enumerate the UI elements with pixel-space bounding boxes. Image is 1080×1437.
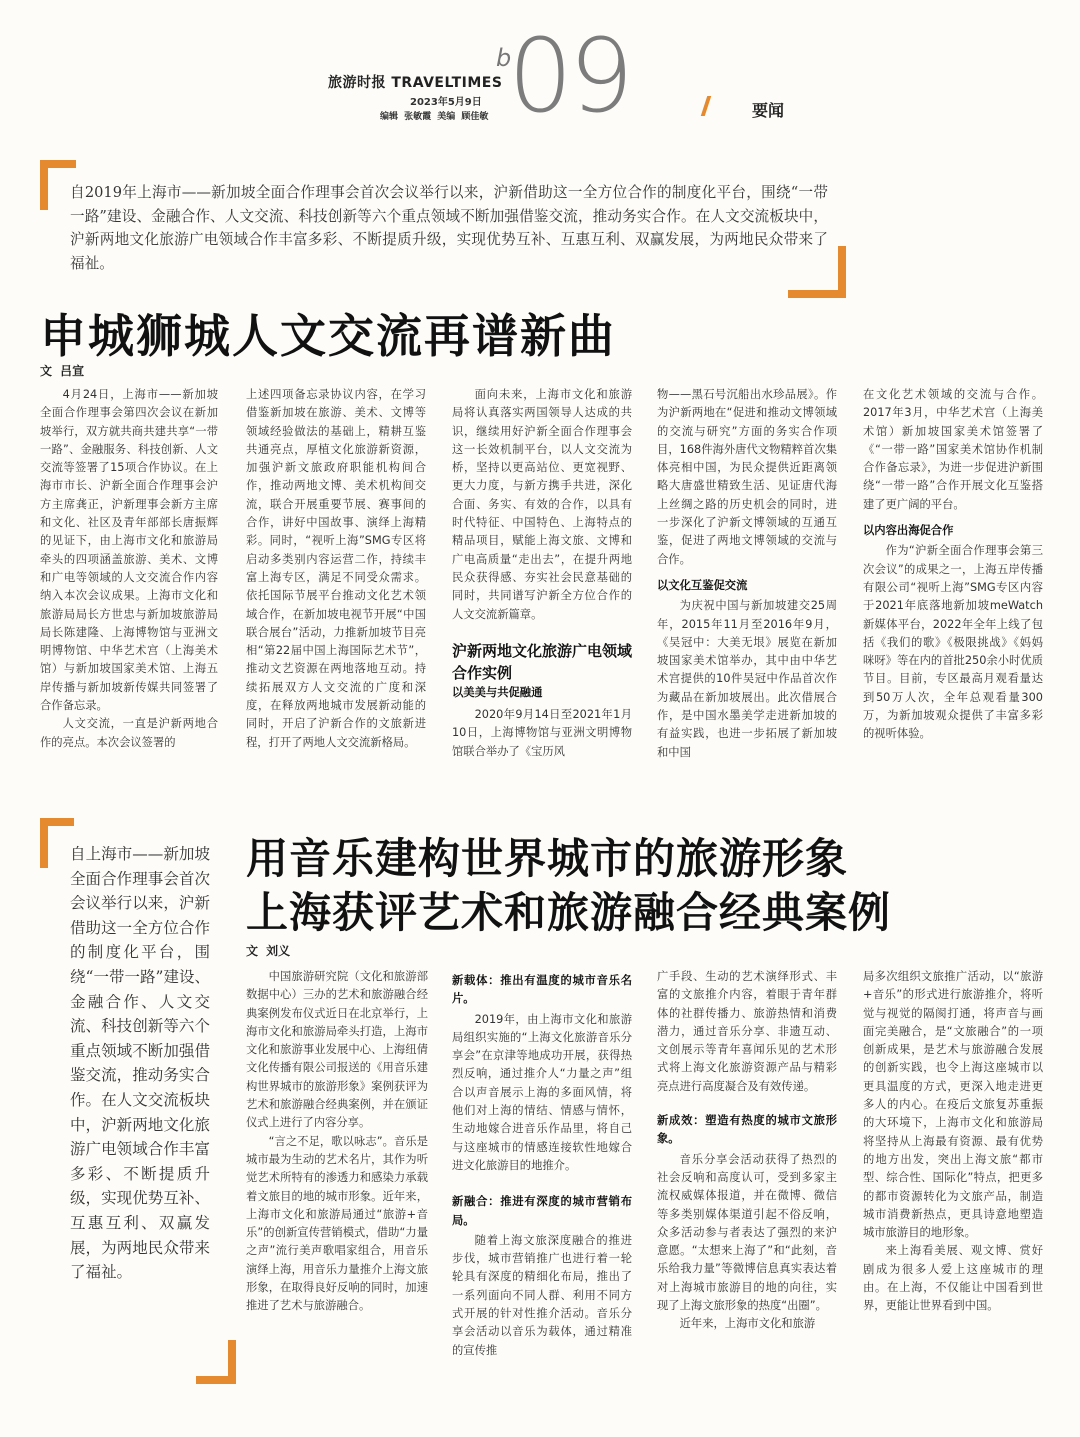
intro-paragraph: 自2019年上海市——新加坡全面合作理事会首次会议举行以来，沪新借助这一全方位合作的制度化平台，围绕“一带一路”建设、金融合作、人文交流、科技创新等六个重点领域不断加强借鉴交流，推动务实合作。在人文交流板块中，沪新两地文化旅游广电领域合作丰富多彩、不断提质升级，实现优势互补、互惠互利、双赢发展，为两地民众带来了福祉。: [70, 184, 828, 272]
article2-subsection-title: 新载体：推出有温度的城市音乐名片。: [452, 974, 632, 1006]
paragraph: 随着上海文旅深度融合的推进步伐，城市营销推广也进行着一轮轮具有深度的精细化布局，推出了一系列面向不同人群、利用不同方式开展的针对性推介活动。音乐分享会活动以音乐为载体，通过精准的宣传推: [452, 1233, 632, 1357]
paragraph: 局多次组织文旅推广活动，以“旅游+音乐”的形式进行旅游推介，将听觉与视觉的隔阂打通，将声音与画面完美融合，是“文旅融合”的一项创新成果，是艺术与旅游融合发展的创新实践，也令上海这座城市以更具温度的方式，更深入地走进更多人的内心。在疫后文旅复苏重振的大环境下，上海市文化和旅游局将坚持从上海最有资源、最有优势的地方出发，突出上海文旅“都市型、综合性、国际化”特点，把更多的都市资源转化为文旅产品，制造城市消费新热点，更具诗意地塑造城市旅游目的地形象。: [863, 970, 1043, 1240]
paragraph: 来上海看美展、观文博、赏好剧成为很多人爱上这座城市的理由。在上海，不仅能让中国看到世界，更能让世界看到中国。: [863, 1244, 1043, 1313]
article2-byline: 文 刘义: [246, 944, 291, 958]
paragraph: 2019年，由上海市文化和旅游局组织实施的“上海文化旅游音乐分享会”在京津等地成功开展，获得热烈反响，通过推介人“力量之声”组合以声音展示上海的多面风情，将他们对上海的情结、情感与情怀，生动地嫁合进音乐作品里，将自己与这座城市的情感连接软性地嫁合进文化旅游目的地推介。: [452, 1012, 632, 1172]
article1-headline: 申城狮城人文交流再谱新曲: [40, 309, 616, 363]
paragraph: 近年来，上海市文化和旅游: [679, 1317, 816, 1331]
paragraph: 广手段、生动的艺术演绎形式、丰富的文旅推介内容，着眼于青年群体的社群传播力、旅游热情和消费潜力，通过音乐分享、非遗互动、文创展示等青年喜闻乐见的艺术形式将上海文化旅游资源产品与精彩亮点进行高度凝合及有效传递。: [657, 970, 837, 1093]
paragraph: 为庆祝中国与新加坡建交25周年，2015年11月至2016年9月，《吴冠中：大美无垠》展览在新加坡国家美术馆举办，其中由中华艺术宫提供的10件吴冠中作品首次作为藏品在新加坡展出。此次借展合作，是中国水墨美学走进新加坡的有益实践，也进一步拓展了新加坡和中国: [657, 599, 837, 759]
paragraph: 中国旅游研究院（文化和旅游部数据中心）三办的艺术和旅游融合经典案例发布仪式近日在北京举行，上海市文化和旅游局牵头打造，上海市文化和旅游事业发展中心、上海纽倩文化传播有限公司报送的《用音乐建构世界城市的旅游形象》案例获评为艺术和旅游融合经典案例，并在颁证仪式上进行了内容分享。: [246, 970, 428, 1130]
page-number: 09: [508, 17, 630, 136]
paragraph: 人文交流，一直是沪新两地合作的亮点。本次会议签署的: [40, 717, 218, 749]
article2-column-4: [863, 968, 1043, 1392]
article2-sidebar-callout: 自上海市——新加坡全面合作理事会首次会议举行以来，沪新借助这一全方位合作的制度化平台，围绕“一带一路”建设、金融合作、人文交流、科技创新等六个重点领域不断加强借鉴交流，推动务实合作。在人文交流板块中，沪新两地文化旅游广电领域合作丰富多彩、不断提质升级，实现优势互补、互惠互利、双赢发展，为两地民众带来了福祉。: [70, 845, 210, 1282]
article1-column-1: [40, 386, 218, 808]
article1-column-4: [657, 386, 837, 808]
article2-column-1: [246, 968, 428, 1392]
sidebar-bracket-top-left: [40, 818, 74, 868]
article1-subsection-title: 以内容出海促合作: [863, 524, 954, 538]
page-prefix: b: [496, 44, 512, 72]
article1-subsection-title: 以美美与共促融通: [452, 685, 543, 699]
paragraph: 在文化艺术领域的交流与合作。2017年3月，中华艺术宫（上海美术馆）新加坡国家美术馆签署了《“一带一路”国家美术馆协作机制合作备忘录》，为进一步促进沪新围绕“一带一路”合作开展文化互鉴搭建了更广阔的平台。: [863, 388, 1043, 511]
article2-column-3: [657, 968, 837, 1392]
sidebar-bracket-bottom-right: [196, 1340, 236, 1384]
paragraph: 上述四项备忘录协议内容，在学习借鉴新加坡在旅游、美术、文博等领域经验做法的基础上，精耕互鉴共通亮点，厚植文化旅游新资源，加强沪新文旅政府职能机构间合作，推动两地文博、美术机构间交流，联合开展重要节展、赛事间的合作，讲好中国故事、演绎上海精彩。同时，“视听上海”SMG专区将启动多类别内容运营二作，持续丰富上海专区，满足不同受众需求。依托国际节展平台推动文化艺术领域合作，在新加坡电视节开展“中国联合展台”活动，力推新加坡节目亮相“第22届中国上海国际艺术节”，推动文艺资源在两地落地互动。持续拓展双方人文交流的广度和深度，在释放两地城市发展新动能的同时，开启了沪新合作的文旅新进程，打开了两地人文交流新格局。: [246, 388, 426, 749]
paragraph: 物——黑石号沉船出水珍品展》。作为沪新两地在“促进和推动文博领域的交流与研究”方面的务实合作项目，168件海外唐代文物精粹首次集体亮相中国，为民众提供近距离领略大唐盛世精致生活、见证唐代海上丝绸之路的历史机会的同时，进一步深化了沪新文博领域的互通互鉴，促进了两地文博领域的交流与合作。: [657, 388, 837, 566]
article1-subhead-examples: 沪新两地文化旅游广电领域合作实例: [452, 641, 632, 682]
article1-column-3: [452, 386, 632, 808]
article2-headline-line1: 用音乐建构世界城市的旅游形象: [246, 834, 849, 883]
section-slash-icon: [701, 96, 711, 116]
issue-date: 2023年5月9日: [410, 97, 482, 108]
editors-credit: 编辑 张敏霞 美编 顾佳敏: [380, 112, 489, 122]
article1-column-5: [863, 386, 1043, 808]
paragraph: 作为“沪新全面合作理事会第三次会议”的成果之一，上海五岸传播有限公司“视听上海”SMG专区内容于2021年底落地新加坡meWatch新媒体平台，2022年全年上线了包括《我们的歌》《极限挑战》《妈妈咪呀》等在内的首批250余小时优质节目。目前，专区最高月观看量达到50万人次，全年总观看量300万，为新加坡观众提供了丰富多彩的视听体验。: [863, 544, 1043, 741]
article1-byline: 文 吕宣: [40, 364, 85, 378]
section-label: 要闻: [752, 101, 785, 120]
paragraph: 4月24日，上海市——新加坡全面合作理事会第四次会议在新加坡举行，双方就共商共建共享“一带一路”、金融服务、科技创新、人文交流等签署了15项合作协议。在上海市市长、沪新全面合作理事会沪方主席龚正，沪新理事会新方主席和文化、社区及青年部部长唐振辉的见证下，由上海市文化和旅游局牵头的四项涵盖旅游、美术、文博和广电等领域的人文交流合作内容纳入本次会议成果。上海市文化和旅游局局长方世忠与新加坡旅游局局长陈建隆、上海博物馆与亚洲文明博物馆、中华艺术宫（上海美术馆）与新加坡国家美术馆、上海五岸传播与新加坡新传媒共同签署了合作备忘录。: [40, 388, 218, 713]
article2-column-2: [452, 968, 632, 1392]
paragraph: 音乐分享会活动获得了热烈的社会反响和高度认可，受到多家主流权威媒体报道，并在微博、微信等多类别媒体渠道引起不俗反响，众多活动参与者表达了强烈的来沪意愿。“太想来上海了”和“此刻，音乐给我力量”等微博信息真实表达着对上海城市旅游目的地的向往，实现了上海文旅形象的热度“出圈”。: [657, 1152, 837, 1313]
article1-subsection-title: 以文化互鉴促交流: [657, 578, 748, 592]
article2-subsection-title: 新成效：塑造有热度的城市文旅形象。: [657, 1114, 837, 1146]
paper-name: 旅游时报 TRAVELTIMES: [328, 75, 503, 91]
paragraph: 2020年9月14日至2021年1月10日，上海博物馆与亚洲文明博物馆联合举办了《宝历风: [452, 708, 632, 758]
article2-subsection-title: 新融合：推进有深度的城市营销布局。: [452, 1195, 632, 1227]
article2-headline-line2: 上海获评艺术和旅游融合经典案例: [246, 888, 892, 937]
paragraph: “言之不足，歌以咏志”。音乐是城市最为生动的艺术名片，其作为听觉艺术所特有的渗透力和感染力承载着文旅目的地的城市形象。近年来，上海市文化和旅游局通过“旅游+音乐”的创新宣传营销模式，借助“力量之声”流行美声歌唱家组合，用音乐演绎上海，用音乐力量推介上海文旅形象，在取得良好反响的同时，加速推进了艺术与旅游融合。: [246, 1134, 428, 1313]
article1-column-2: [246, 386, 426, 808]
paragraph: 面向未来，上海市文化和旅游局将认真落实两国领导人达成的共识，继续用好沪新全面合作理事会这一长效机制平台，以人文交流为桥，坚持以更高站位、更宽视野、更大力度，与新方携手共进，深化合面、务实、有效的合作，以具有时代特征、中国特色、上海特点的精品项目，赋能上海文旅、文博和广电高质量“走出去”，在提升两地民众获得感、夯实社会民意基础的同时，共同谱写沪新全方位合作的人文交流新篇章。: [452, 388, 632, 621]
